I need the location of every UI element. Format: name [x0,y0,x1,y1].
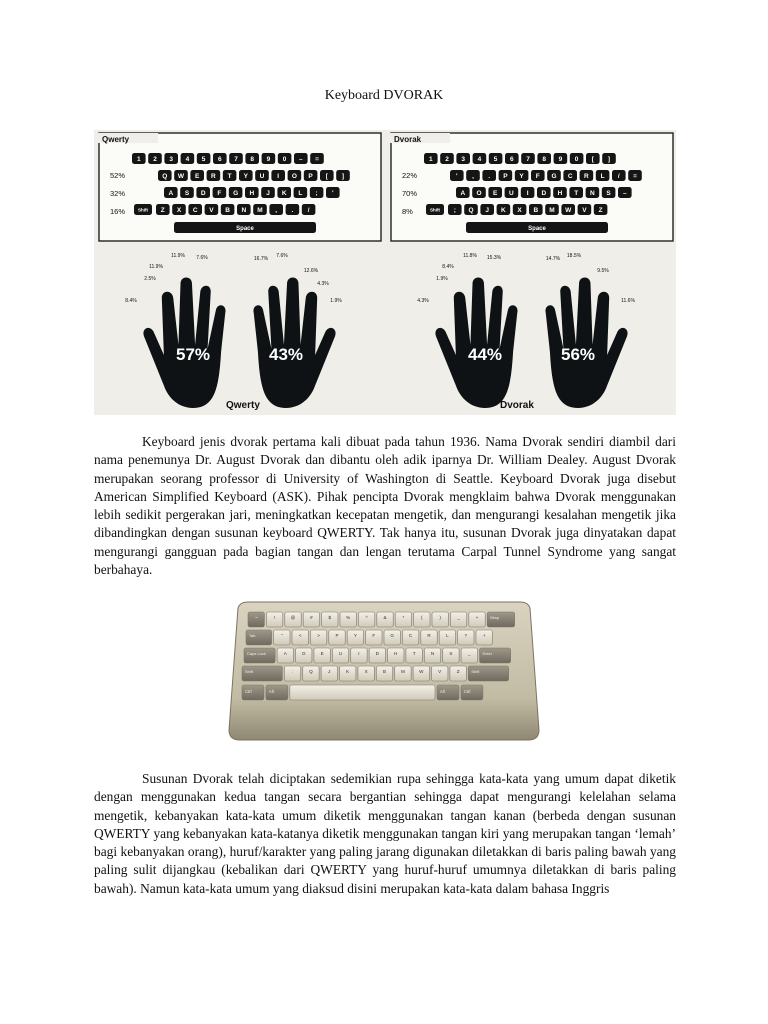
qwerty-row-percent: 16% [110,207,126,216]
keyboard-key-label: " [280,633,283,638]
qwerty-home-row-key-label: K [281,190,287,197]
keyboard-key-label: ^ [365,615,368,620]
qwerty-top-row-key-label: I [277,173,280,180]
paragraph-design-text: Susunan Dvorak telah diciptakan sedemikian rupa sehingga kata-kata yang umum dapat diketik dengan menggunakan kedua tangan secara bergantian sehingga dapat mengurangi kelelahan selama mengetik, kebanyakan kata-kata umum diketik menggunakan tangan kanan (berbeda dengan susunan QWERTY yang kebanyakan kata-katanya diketik menggunakan tangan kiri yang merupakan tangan ‘lemah’ bagi kebanyakan orang), huruf/karakter yang paling jarang digunakan diletakkan di baris paling bawah yang paling sulit dijangkau (kebalikan dari QWERTY yang huruf-huruf umumnya diletakkan di baris paling bawah). Namun kata-kata umum yang diaksud disini merupakan kata-kata dalam bahasa Inggris [94,771,676,896]
keyboard-key-label: Ctrl [463,689,471,694]
keyboard-space-bar [290,685,435,700]
qwerty-home-row-key-label: ' [332,190,334,197]
dvorak-number-key-label: 0 [574,156,579,163]
dvorak-home-row-key-label: I [526,190,529,197]
qwerty-top-row-key-label: W [177,173,185,180]
dvorak-bottom-row-key-label: ; [453,207,456,214]
keyboard-key-label: ? [464,633,468,638]
qwerty-shift-label: Shift [138,207,148,213]
qwerty-top-row-key-label: O [291,173,297,180]
qwerty-bottom-row-key-label: V [209,207,214,214]
dvorak-home-row-key-label: A [460,190,466,197]
keyboard-key-label: I [358,651,360,656]
qwerty-panel-label: Qwerty [102,135,130,144]
qwerty-bottom-row-key-label: . [291,207,294,214]
keyboard-key-label: $ [328,615,332,620]
qwerty-finger-percent: 2.5% [144,276,156,282]
keyboard-key-label: X [364,669,368,674]
qwerty-number-key-label: 6 [217,156,222,163]
dvorak-finger-percent: 18.5% [566,253,582,259]
paragraph-history-text: Keyboard jenis dvorak pertama kali dibuat pada tahun 1936. Nama Dvorak sendiri diambil dari nama penemunya Dr. August Dvorak dan dibantu oleh adik iparnya Dr. William Dealey. August Dvorak merupakan seorang professor di University of Washington di Seattle. Keyboard Dvorak juga disebut American Simplified Keyboard (ASK). Pihak pencipta Dvorak mengklaim bahwa Dvorak menggunakan lebih sedikit pergerakan jari, meningkatkan kecepatan mengetik, dan mengurangi kesalahan mengetik jika dibandingkan dengan susunan keyboard QWERTY. Tak hanya itu, susunan Dvorak juga dinyatakan dapat mengurangi gangguan pada bagian tangan dan lengan terutama Carpal Tunnel Syndrome yang sangat berbahaya. [94,434,676,578]
keyboard-key-label: _ [457,615,460,620]
keyboard-key-label: L [446,633,449,638]
qwerty-bottom-row-key-label: C [192,207,198,214]
qwerty-top-row-key-label: Q [162,173,168,180]
keyboard-key-label: Caps Lock [247,651,266,656]
keyboard-key-label: K [346,669,350,674]
qwerty-left-hand-percent: 57% [175,345,211,364]
keyboard-key-label: P [335,633,339,638]
qwerty-top-row-key-label: ] [341,173,345,180]
dvorak-bottom-row-key-label: M [549,207,555,214]
dvorak-bottom-row-key-label: B [533,207,539,214]
dvorak-home-row-key-label: S [606,190,611,197]
keyboard-key-label: F [372,633,376,638]
dvorak-number-key-label: 4 [477,156,482,163]
qwerty-finger-percent: 8.4% [125,298,137,304]
dvorak-bottom-row-key-label: J [485,207,490,214]
dvorak-home-row-key-label: H [557,190,563,197]
qwerty-finger-percent: 4.3% [317,281,329,287]
qwerty-left-hand [143,277,225,408]
dvorak-top-row-key-label: P [503,173,508,180]
paragraph-history [94,433,676,579]
dvorak-keyboard-illustration [228,600,540,742]
dvorak-bottom-row-key-label: V [582,207,587,214]
paragraph-design [94,770,676,898]
keyboard-comparison-illustration [94,130,676,415]
dvorak-number-key-label: [ [591,156,594,163]
qwerty-number-key-label: 5 [201,156,206,163]
dvorak-finger-percent: 9.5% [597,268,609,274]
qwerty-top-row-key-label: R [211,173,216,180]
keyboard-key-label: Alt [440,689,445,694]
dvorak-bottom-row-key-label: Z [598,207,603,214]
keyboard-key-label: ( [421,615,423,620]
keyboard-key-label: S [449,651,453,656]
keyboard-key-label: O [301,651,306,656]
qwerty-finger-percent: 7.6% [196,255,208,261]
dvorak-left-hand [435,277,517,408]
qwerty-space-label: Space [236,226,254,232]
keyboard-key-label: + [475,615,479,620]
dvorak-top-row-key-label: L [600,173,605,180]
qwerty-number-key-label: 1 [136,156,141,163]
dvorak-finger-percent: 15.3% [486,255,502,261]
dvorak-finger-percent: 14.7% [545,256,561,262]
qwerty-number-key-label: 3 [169,156,174,163]
keyboard-key-label: V [438,669,442,674]
dvorak-top-row-key-label: , [472,173,474,180]
qwerty-home-row-key-label: ; [315,190,318,197]
dvorak-panel [390,133,673,411]
qwerty-right-hand [253,277,335,408]
dvorak-right-hand-percent: 56% [560,345,596,364]
keyboard-key-label: M [401,669,405,674]
qwerty-row-percent: 52% [110,171,126,180]
dvorak-top-row-key-label: . [488,173,491,180]
keyboard-key-label: < [298,633,302,638]
dvorak-panel-label: Dvorak [394,135,422,144]
keyboard-key-label: Enter [482,651,493,656]
keyboard-key-label: + [482,633,486,638]
keyboard-key-label: C [408,633,413,638]
qwerty-bottom-row-key-label: M [257,207,263,214]
dvorak-shift-label: Shift [430,207,440,213]
dvorak-number-key-label: 5 [493,156,498,163]
keyboard-key-label: & [383,615,387,620]
dvorak-space-label: Space [528,226,546,232]
qwerty-number-key-label: 4 [185,156,190,163]
qwerty-finger-percent: 16.7% [253,256,269,262]
dvorak-keyboard-photo [228,600,540,742]
keyboard-key-label: Y [353,633,357,638]
qwerty-top-row-key-label: Y [243,173,248,180]
dvorak-finger-percent: 4.3% [417,298,429,304]
qwerty-bottom-row-key-label: / [307,207,310,214]
dvorak-row-percent: 8% [402,207,413,216]
keyboard-key-label: % [346,615,351,620]
qwerty-number-key-label: 8 [250,156,255,163]
dvorak-bottom-row-key-label: X [517,207,522,214]
qwerty-top-row-key-label: P [308,173,313,180]
qwerty-home-row-key-label: D [200,190,206,197]
dvorak-number-key-label: 7 [526,156,530,163]
dvorak-home-row-key-label: E [493,190,498,197]
keyboard-key-label: R [427,633,431,638]
keyboard-key-label: G [390,633,394,638]
dvorak-top-row-key-label: R [584,173,589,180]
qwerty-number-key-label: – [298,156,303,163]
keyboard-key-label: ) [439,615,441,620]
keyboard-key-label: N [430,651,435,656]
qwerty-top-row-key-label: [ [325,173,328,180]
qwerty-number-key-label: 9 [266,156,271,163]
qwerty-right-hand-percent: 43% [268,345,304,364]
qwerty-number-key-label: 2 [153,156,157,163]
qwerty-number-key-label: 7 [234,156,238,163]
dvorak-finger-percent: 8.4% [442,264,454,270]
qwerty-top-row-key-label: U [259,173,265,180]
dvorak-right-hand [545,277,627,408]
keyboard-key-label: _ [468,651,471,656]
keyboard-key-label: U [338,651,343,656]
dvorak-home-row-key-label: N [590,190,595,197]
keyboard-key-label: E [320,651,324,656]
qwerty-finger-percent: 1.9% [330,298,342,304]
qwerty-home-row-key-label: G [233,190,239,197]
qwerty-home-row-key-label: H [249,190,255,197]
keyboard-key-label: Tab [249,633,256,638]
dvorak-number-key-label: 9 [558,156,563,163]
qwerty-number-key-label: 0 [282,156,287,163]
keyboard-key-label: Bksp [490,615,500,620]
qwerty-finger-percent: 7.6% [276,253,288,259]
qwerty-bottom-row-key-label: N [241,207,247,214]
dvorak-home-row-key-label: O [476,190,482,197]
keyboard-key-label: Alt [268,689,274,694]
qwerty-bottom-row-key-label: X [176,207,182,214]
keyboard-key-label: * [402,615,405,620]
qwerty-finger-percent: 11.9% [171,253,185,259]
qwerty-home-row-key-label: J [266,190,270,197]
dvorak-finger-percent: 1.9% [436,276,448,282]
keyboard-key-label: ~ [254,615,258,620]
dvorak-top-row-key-label: C [567,173,573,180]
qwerty-top-row-key-label: T [227,173,232,180]
keyboard-key-label: Shift [245,669,254,674]
keyboard-key-label: ! [273,615,276,620]
dvorak-number-key-label: 1 [428,156,433,163]
qwerty-row-percent: 32% [110,189,126,198]
qwerty-bottom-row-key-label: , [275,207,278,214]
dvorak-bottom-row-key-label: Q [468,207,474,214]
dvorak-finger-percent: 11.6% [621,298,635,304]
dvorak-number-key-label: 2 [445,156,449,163]
dvorak-top-row-key-label: = [633,173,637,180]
qwerty-bottom-row-key-label: B [225,207,230,214]
keyboard-comparison-figure [94,130,676,415]
keyboard-key-label: T [412,651,416,656]
dvorak-row-percent: 22% [402,171,418,180]
keyboard-key-label: > [317,633,320,638]
keyboard-key-label: Ctrl [245,689,252,694]
qwerty-caption: Qwerty [226,400,260,411]
dvorak-caption: Dvorak [500,400,534,411]
keyboard-key-label: Q [309,669,313,674]
qwerty-home-row-key-label: S [184,190,190,197]
dvorak-top-row-key-label: ' [456,173,458,180]
qwerty-top-row-key-label: E [195,173,200,180]
qwerty-home-row-key-label: A [168,190,174,197]
dvorak-home-row-key-label: – [622,190,627,197]
dvorak-home-row-key-label: D [541,190,547,197]
qwerty-finger-percent: 12.6% [303,268,319,274]
dvorak-row-percent: 70% [402,189,418,198]
document-title: Keyboard DVORAK [324,88,444,103]
keyboard-keys [242,612,515,700]
dvorak-number-key-label: 8 [542,156,547,163]
keyboard-key-label: B [382,669,387,674]
dvorak-top-row-key-label: / [617,173,620,180]
keyboard-key-label: Shift [471,669,480,674]
keyboard-key-label: H [394,651,398,656]
dvorak-number-key-label: 3 [461,156,466,163]
dvorak-bottom-row-key-label: W [565,207,572,214]
dvorak-number-key-label: 6 [509,156,514,163]
qwerty-finger-percent: 11.9% [149,264,163,270]
dvorak-home-row-key-label: T [574,190,579,197]
keyboard-key-label: W [419,669,424,674]
qwerty-home-row-key-label: L [298,190,303,197]
dvorak-number-key-label: ] [607,156,611,163]
keyboard-key-label: : [291,669,294,674]
keyboard-key-label: J [328,669,331,674]
dvorak-left-hand-percent: 44% [467,345,503,364]
keyboard-key-label: A [283,651,287,656]
keyboard-key-label: Z [456,669,460,674]
dvorak-bottom-row-key-label: K [501,207,506,214]
keyboard-key-label: @ [290,615,296,620]
dvorak-home-row-key-label: U [509,190,514,197]
keyboard-key-label: # [310,615,313,620]
dvorak-top-row-key-label: Y [519,173,524,180]
qwerty-number-key-label: = [315,156,319,163]
qwerty-home-row-key-label: F [217,190,222,197]
qwerty-bottom-row-key-label: Z [160,207,165,214]
qwerty-panel [98,133,381,411]
dvorak-top-row-key-label: F [535,173,540,180]
dvorak-top-row-key-label: G [551,173,557,180]
dvorak-finger-percent: 11.8% [463,253,477,259]
keyboard-key-label: D [375,651,379,656]
